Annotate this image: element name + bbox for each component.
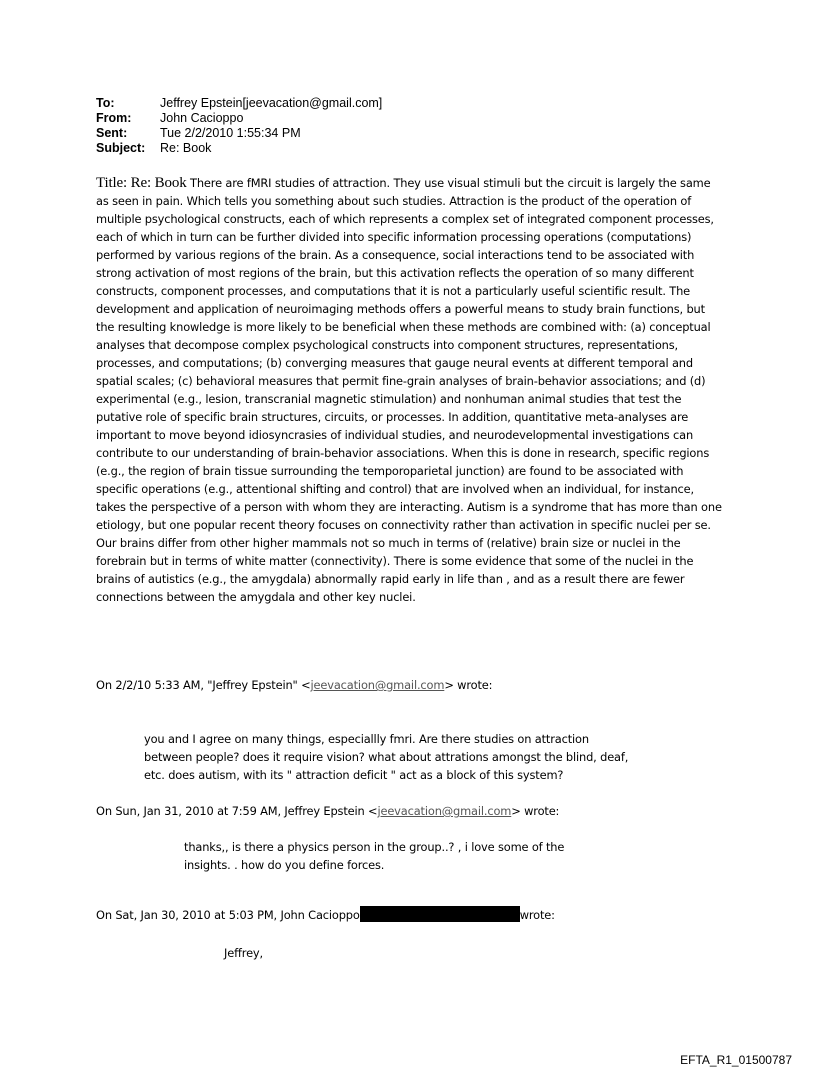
quote3-pre: On Sat, Jan 30, 2010 at 5:03 PM, John Cacioppo (96, 908, 360, 922)
sent-value: Tue 2/2/2010 1:55:34 PM (160, 126, 301, 140)
from-row (96, 111, 382, 126)
quote2-line1: thanks,, is there a physics person in the group..? , i love some of the (184, 840, 565, 854)
quote2-attribution (96, 802, 559, 820)
quote2-body (184, 838, 564, 874)
quote3-post: wrote: (519, 908, 555, 922)
document-id: EFTA_R1_01500787 (680, 1053, 792, 1067)
email-header (96, 96, 382, 156)
message-body (96, 174, 724, 606)
quote1-line2: between people? does it require vision? what about attrations amongst the blind, deaf, (144, 750, 629, 764)
quote2-post: > wrote: (511, 804, 560, 818)
quote3-greeting: Jeffrey, (224, 946, 263, 960)
to-label: To: (96, 96, 115, 110)
quote1-post: > wrote: (444, 678, 493, 692)
quote3-attribution (96, 906, 555, 924)
subject-row (96, 141, 382, 156)
quote1-line3: etc. does autism, with its " attraction deficit " act as a block of this system? (144, 768, 564, 782)
to-row (96, 96, 382, 111)
subject-label: Subject: (96, 141, 146, 155)
quote2-line2: insights. . how do you define forces. (184, 858, 385, 872)
quote2-email-link[interactable]: jeevacation@gmail.com (377, 804, 512, 818)
message-text: There are fMRI studies of attraction. They use visual stimuli but the circuit is largely the same as seen in pain. Which tells you something about such studies. Attraction is the product of the operation of multiple psychological constructs, each of which represents a complex set of integrated component processes, each of which in turn can be further divided into specific information processing operations (computations) performed by various regions of the brain. As a consequence, social interactions tend to be associated with strong activation of most regions of the brain, but this activation reflects the operation of so many different constructs, component processes, and computations that it is not a particularly useful scientific result. The development and application of neuroimaging methods offers a powerful means to study brain functions, but the resulting knowledge is more likely to be beneficial when these methods are combined with: (a) conceptual analyses that decompose complex psychological constructs into component structures, representations, processes, and computations; (b) converging measures that gauge neural events at different temporal and spatial scales; (c) behavioral measures that permit fine-grain analyses of brain-behavior associations; and (d) experimental (e.g., lesion, transcranial magnetic stimulation) and nonhuman animal studies that test the putative role of specific brain structures, circuits, or processes. In addition, quantitative meta-analyses are important to move beyond idiosyncrasies of individual studies, and neurodevelopmental investigations can contribute to our understanding of brain-behavior associations. When this is done in research, specific regions (e.g., the region of brain tissue surrounding the temporoparietal junction) are found to be associated with specific operations (e.g., attentional shifting and control) that are involved when an individual, for instance, takes the perspective of a person with whom they are interacting. Autism is a syndrome that has more than one etiology, but one popular recent theory focuses on connectivity rather than activation in specific nuclei per se. Our brains differ from other higher mammals not so much in terms of (relative) brain size or nuclei in the forebrain but in terms of white matter (connectivity). There is some evidence that some of the nuclei in the brains of autistics (e.g., the amygdala) abnormally rapid early in life than , and as a result there are fewer connections between the amygdala and other key nuclei. (96, 176, 722, 604)
quote1-pre: On 2/2/10 5:33 AM, "Jeffrey Epstein" < (96, 678, 311, 692)
from-value: John Cacioppo (160, 111, 244, 125)
subject-value: Re: Book (160, 141, 212, 155)
to-value: Jeffrey Epstein[jeevacation@gmail.com] (160, 96, 383, 110)
quote1-body (144, 730, 628, 784)
sent-row (96, 126, 382, 141)
quote1-attribution (96, 676, 492, 694)
from-label: From: (96, 111, 132, 125)
message-title: Title: Re: Book (96, 175, 187, 191)
redaction-box (360, 906, 520, 922)
quote1-email-link[interactable]: jeevacation@gmail.com (310, 678, 445, 692)
sent-label: Sent: (96, 126, 128, 140)
quote2-pre: On Sun, Jan 31, 2010 at 7:59 AM, Jeffrey Epstein < (96, 804, 378, 818)
quote1-line1: you and I agree on many things, especiallly fmri. Are there studies on attraction (144, 732, 589, 746)
